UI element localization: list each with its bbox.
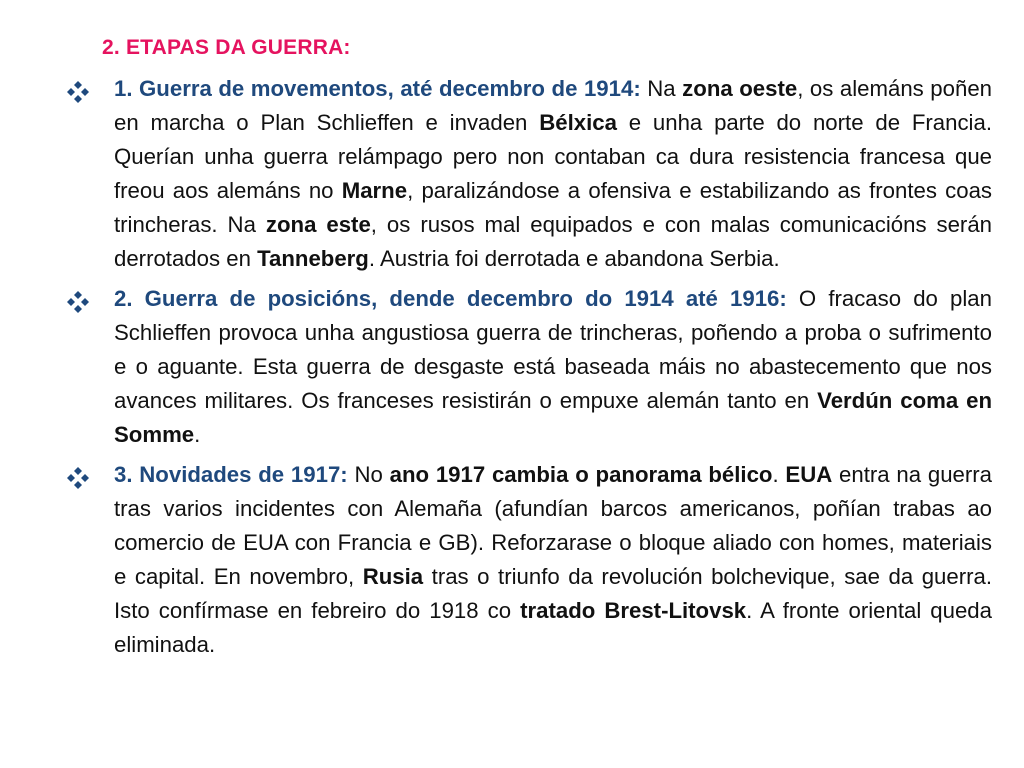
bullet-item-novelties-1917 — [66, 458, 992, 662]
body-text: Na — [640, 76, 683, 101]
body-text: No — [347, 462, 390, 487]
body-text: , paralizándose a ofensiva e estabilizando as frontes coas trincheras. Na — [114, 178, 992, 237]
body-text: . Austria foi derrotada e abandona Serbia. — [368, 246, 780, 271]
body-text: . — [772, 462, 786, 487]
bold-term: Marne — [341, 178, 408, 203]
bold-term: Rusia — [362, 564, 424, 589]
body-text: . — [194, 422, 201, 447]
bold-term: zona este — [265, 212, 371, 237]
body-text: , os rusos mal equipados e con malas comunicacións serán derrotados en — [114, 212, 992, 271]
bold-term: Verdún coma en Somme — [114, 388, 993, 447]
bold-term: Bélxica — [539, 110, 617, 135]
body-text: tras o triunfo da revolución bolchevique, sae da guerra. Isto confírmase en febreiro do 1918 co — [114, 564, 993, 623]
body-text: O fracaso do plan Schlieffen provoca unha angustiosa guerra de trincheras, poñendo a proba o sufrimento e o aguante. Esta guerra de desgaste está baseada máis no abastecemento que nos avances militares. Os franceses resistirán o empuxe alemán tanto en — [114, 286, 992, 413]
bullet-heading: 2. Guerra de posicións, dende decembro do 1914 até 1916: — [114, 286, 787, 311]
bullet-list — [66, 72, 992, 668]
bullet-heading: 3. Novidades de 1917: — [114, 462, 348, 487]
bullet-item-war-of-positions — [66, 282, 992, 452]
bold-term: tratado Brest-Litovsk — [520, 598, 747, 623]
four-diamond-bullet-icon — [66, 466, 90, 490]
slide-title: 2. ETAPAS DA GUERRA: — [102, 36, 351, 59]
body-text: e unha parte do norte de Francia. Querían unha guerra relámpago pero non contaban ca dura resistencia francesa que freou aos alemáns no — [114, 110, 992, 203]
bold-term: ano 1917 cambia o panorama bélico — [389, 462, 773, 487]
bullet-heading: 1. Guerra de movementos, até decembro de 1914: — [114, 76, 641, 101]
body-text: . A fronte oriental queda eliminada. — [114, 598, 992, 657]
bold-term: Tanneberg — [257, 246, 369, 271]
body-text: , os alemáns poñen en marcha o Plan Schlieffen e invaden — [114, 76, 992, 135]
bold-term: EUA — [785, 462, 833, 487]
bold-term: zona oeste — [682, 76, 798, 101]
four-diamond-bullet-icon — [66, 290, 90, 314]
body-text: entra na guerra tras varios incidentes con Alemaña (afundían barcos americanos, poñían trabas ao comercio de EUA con Francia e GB). Reforzarase o bloque aliado con homes, materiais e capital. En novembro, — [114, 462, 992, 589]
bullet-item-war-of-movement — [66, 72, 992, 276]
four-diamond-bullet-icon — [66, 80, 90, 104]
